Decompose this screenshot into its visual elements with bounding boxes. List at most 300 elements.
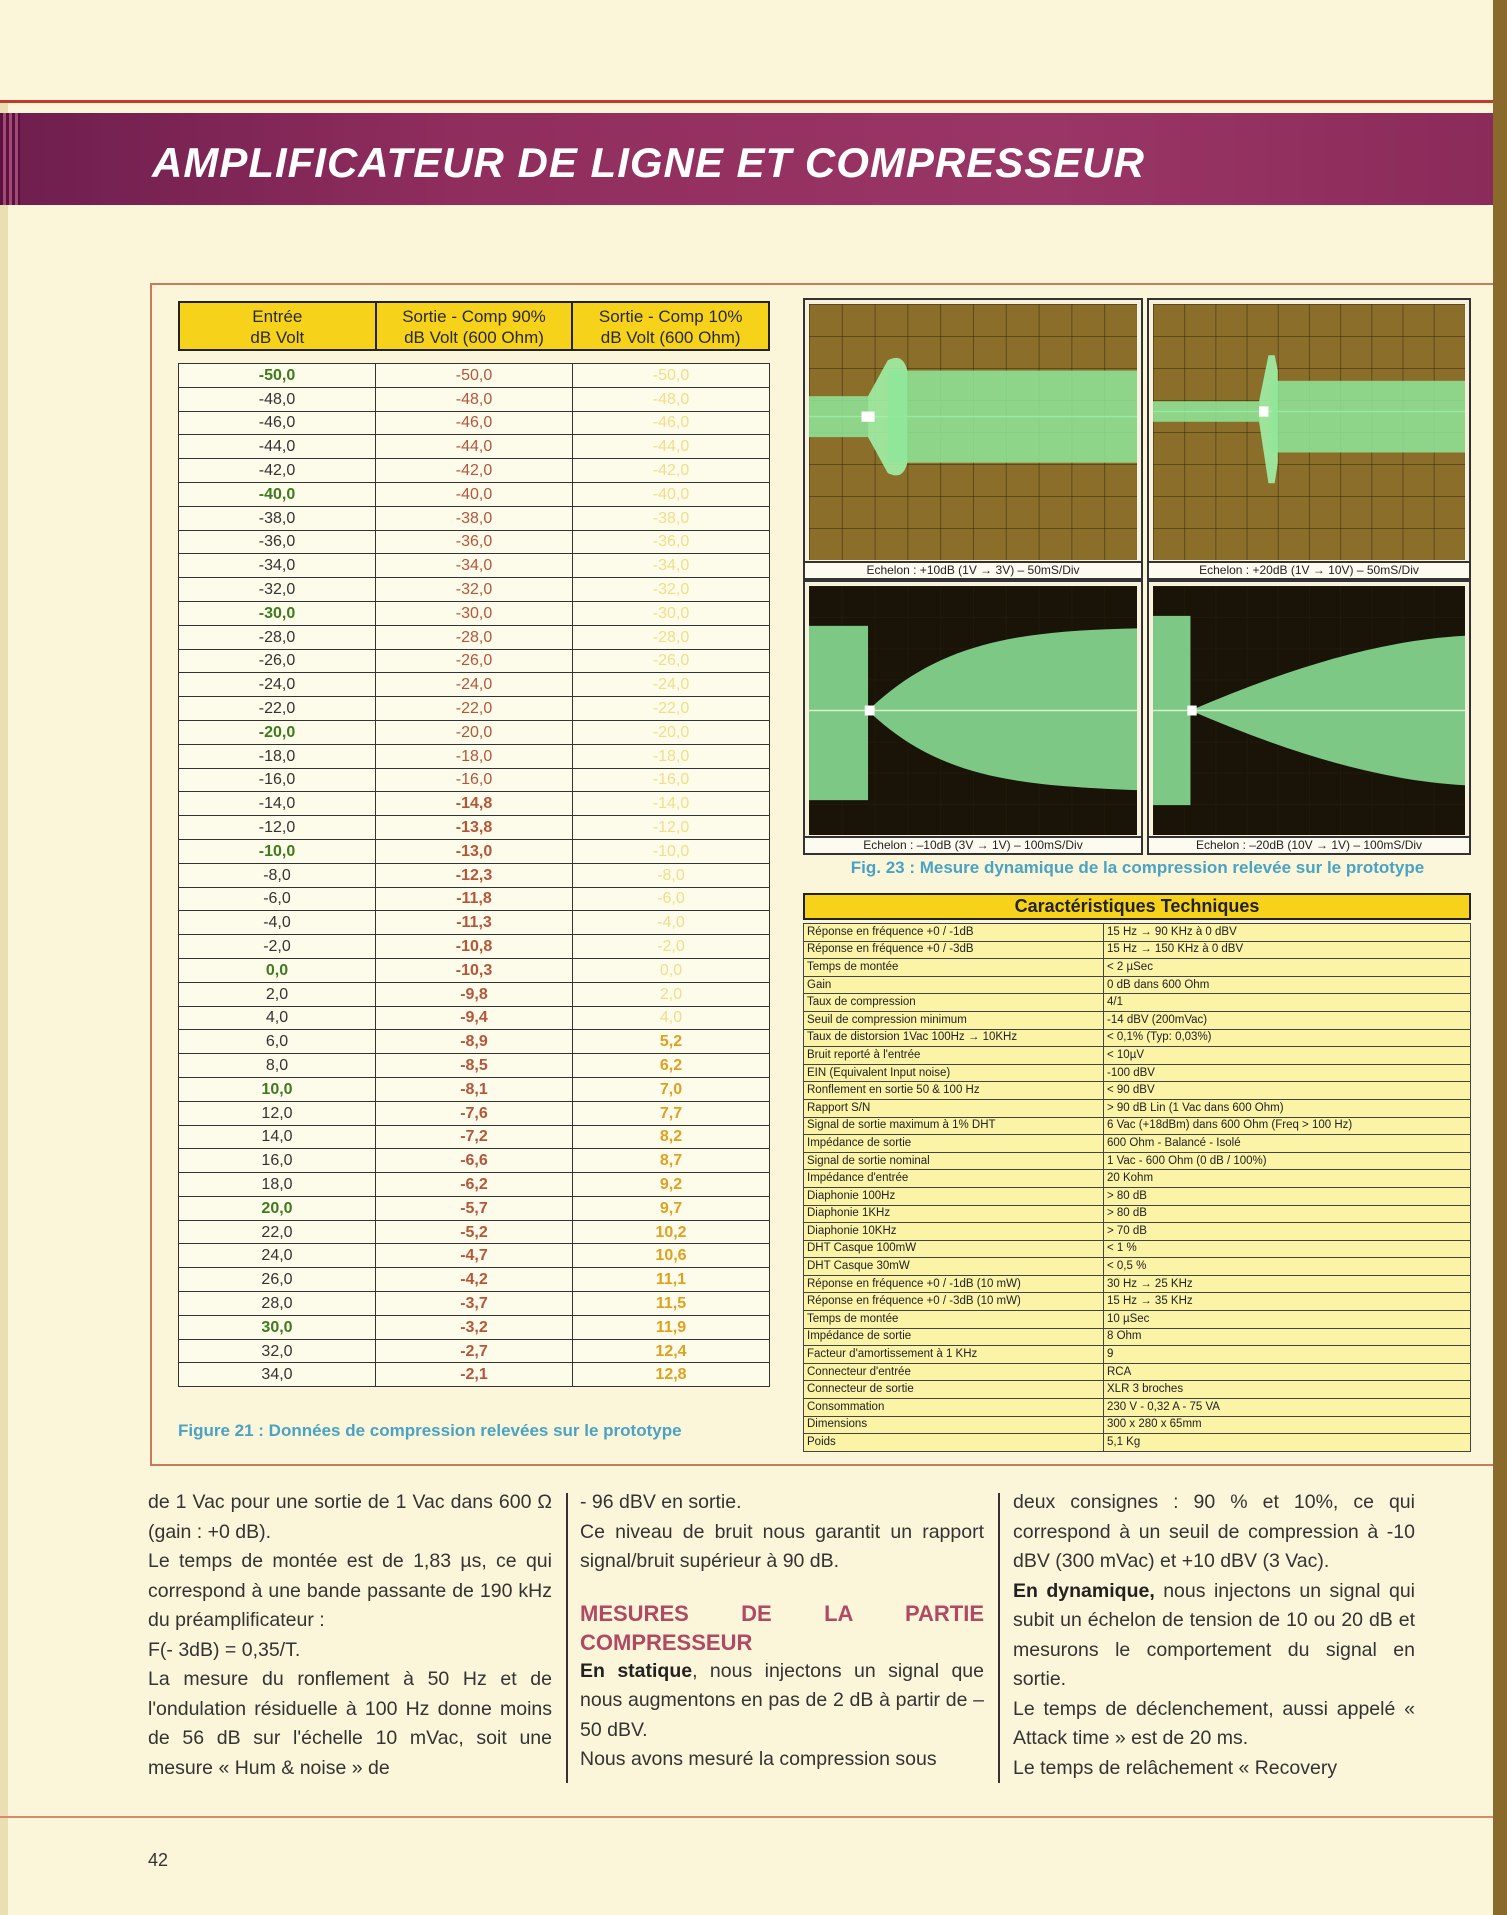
output-90-cell: -18,0	[376, 744, 573, 768]
scope-label: Echelon : +10dB (1V → 3V) – 50mS/Div	[805, 561, 1141, 578]
input-cell: 24,0	[179, 1244, 376, 1268]
output-90-cell: -28,0	[376, 625, 573, 649]
output-10-cell: -16,0	[573, 768, 770, 792]
spec-row	[804, 1240, 1471, 1258]
input-cell: -14,0	[179, 792, 376, 816]
paragraph: Nous avons mesuré la compression sous	[580, 1748, 937, 1770]
output-10-cell: 11,9	[573, 1315, 770, 1339]
spec-value: < 0,5 %	[1104, 1258, 1471, 1276]
inline-text: , nous injectons un signal que nous augmentons en pas de 2 dB à partir de – 50 dBV.	[580, 1659, 984, 1741]
table-row	[179, 982, 770, 1006]
spec-value: 0 dB dans 600 Ohm	[1104, 976, 1471, 994]
table-row	[179, 530, 770, 554]
specs-title: Caractéristiques Techniques	[803, 893, 1471, 920]
spec-row	[804, 1187, 1471, 1205]
scope-trace-up10	[809, 304, 1137, 560]
output-90-cell: -10,3	[376, 958, 573, 982]
input-cell: -4,0	[179, 911, 376, 935]
output-10-cell: 11,5	[573, 1292, 770, 1316]
header-output-10	[573, 303, 768, 349]
output-90-cell: -46,0	[376, 411, 573, 435]
input-cell: -20,0	[179, 720, 376, 744]
spec-value: 1 Vac - 600 Ohm (0 dB / 100%)	[1104, 1152, 1471, 1170]
spec-label: Réponse en fréquence +0 / -3dB (10 mW)	[804, 1293, 1104, 1311]
spec-value: 6 Vac (+18dBm) dans 600 Ohm (Freq > 100 Hz)	[1104, 1117, 1471, 1135]
input-cell: 10,0	[179, 1077, 376, 1101]
spec-value: 300 x 280 x 65mm	[1104, 1416, 1471, 1434]
paragraph: Le temps de déclenchement, aussi appelé « Attack time » est de 20 ms.	[1013, 1697, 1415, 1749]
output-10-cell: -26,0	[573, 649, 770, 673]
output-90-cell: -2,7	[376, 1339, 573, 1363]
input-cell: -30,0	[179, 601, 376, 625]
text-column-2	[580, 1488, 984, 1775]
header-rule	[0, 100, 1493, 103]
figure-21-caption: Figure 21 : Données de compression relevées sur le prototype	[178, 1421, 682, 1440]
spec-label: Consommation	[804, 1399, 1104, 1417]
spec-value: 4/1	[1104, 994, 1471, 1012]
input-cell: 30,0	[179, 1315, 376, 1339]
input-cell: -12,0	[179, 816, 376, 840]
output-10-cell: -8,0	[573, 863, 770, 887]
spec-value: 5,1 Kg	[1104, 1434, 1471, 1452]
table-row	[179, 649, 770, 673]
inline-label: En statique	[580, 1659, 693, 1682]
spec-row	[804, 1381, 1471, 1399]
spec-row	[804, 1099, 1471, 1117]
spec-label: Diaphonie 1KHz	[804, 1205, 1104, 1223]
spec-label: Impédance de sortie	[804, 1135, 1104, 1153]
spec-value: < 0,1% (Typ: 0,03%)	[1104, 1029, 1471, 1047]
text-column-3	[1013, 1488, 1415, 1783]
input-cell: -48,0	[179, 387, 376, 411]
table-row	[179, 744, 770, 768]
output-10-cell: 12,4	[573, 1339, 770, 1363]
paragraph: de 1 Vac pour une sortie de 1 Vac dans 600 Ω (gain : +0 dB).	[148, 1491, 552, 1543]
section-heading: MESURES DE LA PARTIE COMPRESSEUR	[580, 1600, 984, 1655]
spec-value: 30 Hz → 25 KHz	[1104, 1275, 1471, 1293]
spec-value: 20 Kohm	[1104, 1170, 1471, 1188]
header-input-line2: dB Volt	[250, 328, 305, 347]
table-row	[179, 1149, 770, 1173]
output-90-cell: -9,8	[376, 982, 573, 1006]
table-row	[179, 816, 770, 840]
output-90-cell: -22,0	[376, 697, 573, 721]
output-90-cell: -6,2	[376, 1173, 573, 1197]
spec-row	[804, 1399, 1471, 1417]
output-90-cell: -9,4	[376, 1006, 573, 1030]
table-row	[179, 839, 770, 863]
paragraph: Ce niveau de bruit nous garantit un rapport signal/bruit supérieur à 90 dB.	[580, 1520, 984, 1572]
table-row	[179, 578, 770, 602]
input-cell: 18,0	[179, 1173, 376, 1197]
paragraph: deux consignes : 90 % et 10%, ce qui correspond à un seuil de compression à -10 dBV (300 mVac) et +10 dBV (3 Vac).	[1013, 1491, 1415, 1572]
text-column-1	[148, 1488, 552, 1783]
table-row	[179, 673, 770, 697]
table-row	[179, 554, 770, 578]
compression-table-header	[178, 301, 770, 351]
spec-row	[804, 1047, 1471, 1065]
spec-value: -14 dBV (200mVac)	[1104, 1011, 1471, 1029]
output-10-cell: 9,2	[573, 1173, 770, 1197]
paragraph: Le temps de montée est de 1,83 µs, ce qui correspond à une bande passante de 190 kHz du préamplificateur :	[148, 1550, 552, 1631]
spec-value: < 2 µSec	[1104, 959, 1471, 977]
output-10-cell: -12,0	[573, 816, 770, 840]
header-input-line1: Entrée	[252, 307, 303, 326]
output-10-cell: -14,0	[573, 792, 770, 816]
table-row	[179, 387, 770, 411]
paragraph: Le temps de relâchement « Recovery	[1013, 1756, 1338, 1779]
spec-value: 230 V - 0,32 A - 75 VA	[1104, 1399, 1471, 1417]
table-row	[179, 506, 770, 530]
output-10-cell: -30,0	[573, 601, 770, 625]
spec-row	[804, 1275, 1471, 1293]
spec-label: Signal de sortie nominal	[804, 1152, 1104, 1170]
spec-label: Signal de sortie maximum à 1% DHT	[804, 1117, 1104, 1135]
input-cell: -42,0	[179, 459, 376, 483]
spec-value: 15 Hz → 35 KHz	[1104, 1293, 1471, 1311]
input-cell: 14,0	[179, 1125, 376, 1149]
spec-label: Ronflement en sortie 50 & 100 Hz	[804, 1082, 1104, 1100]
output-10-cell: 5,2	[573, 1030, 770, 1054]
table-row	[179, 1196, 770, 1220]
spec-label: Connecteur d'entrée	[804, 1363, 1104, 1381]
input-cell: 6,0	[179, 1030, 376, 1054]
scope-label: Echelon : –20dB (10V → 1V) – 100mS/Div	[1149, 836, 1469, 853]
table-row	[179, 1101, 770, 1125]
spec-label: Dimensions	[804, 1416, 1104, 1434]
input-cell: -16,0	[179, 768, 376, 792]
table-row	[179, 792, 770, 816]
scope-label: Echelon : +20dB (1V → 10V) – 50mS/Div	[1149, 561, 1469, 578]
output-90-cell: -11,3	[376, 911, 573, 935]
spec-value: RCA	[1104, 1363, 1471, 1381]
input-cell: -38,0	[179, 506, 376, 530]
spec-value: 15 Hz → 150 KHz à 0 dBV	[1104, 941, 1471, 959]
spec-value: -100 dBV	[1104, 1064, 1471, 1082]
input-cell: -10,0	[179, 839, 376, 863]
spec-label: Connecteur de sortie	[804, 1381, 1104, 1399]
spec-row	[804, 976, 1471, 994]
spec-row	[804, 1170, 1471, 1188]
output-90-cell: -8,1	[376, 1077, 573, 1101]
header-banner	[0, 113, 1493, 205]
output-10-cell: -4,0	[573, 911, 770, 935]
spec-value: 8 Ohm	[1104, 1328, 1471, 1346]
spec-label: DHT Casque 100mW	[804, 1240, 1104, 1258]
input-cell: -40,0	[179, 482, 376, 506]
output-10-cell: -28,0	[573, 625, 770, 649]
spec-value: > 80 dB	[1104, 1205, 1471, 1223]
input-cell: -32,0	[179, 578, 376, 602]
input-cell: -44,0	[179, 435, 376, 459]
table-row	[179, 1030, 770, 1054]
output-90-cell: -38,0	[376, 506, 573, 530]
table-row	[179, 720, 770, 744]
spec-label: Temps de montée	[804, 959, 1104, 977]
table-row	[179, 1125, 770, 1149]
spec-label: Rapport S/N	[804, 1099, 1104, 1117]
output-90-cell: -8,5	[376, 1054, 573, 1078]
input-cell: 20,0	[179, 1196, 376, 1220]
spec-label: Diaphonie 10KHz	[804, 1223, 1104, 1241]
spec-label: Temps de montée	[804, 1311, 1104, 1329]
output-90-cell: -3,7	[376, 1292, 573, 1316]
paragraph	[580, 1657, 984, 1746]
output-10-cell: 4,0	[573, 1006, 770, 1030]
output-10-cell: -40,0	[573, 482, 770, 506]
page-left-edge	[0, 100, 8, 1915]
output-10-cell: 6,2	[573, 1054, 770, 1078]
table-row	[179, 482, 770, 506]
output-90-cell: -12,3	[376, 863, 573, 887]
spec-value: > 90 dB Lin (1 Vac dans 600 Ohm)	[1104, 1099, 1471, 1117]
input-cell: 4,0	[179, 1006, 376, 1030]
scope-panel	[1147, 298, 1471, 580]
spec-value: < 90 dBV	[1104, 1082, 1471, 1100]
table-row	[179, 459, 770, 483]
table-row	[179, 1173, 770, 1197]
table-row	[179, 1363, 770, 1387]
spec-row	[804, 1328, 1471, 1346]
header-output-90-line1: Sortie - Comp 90%	[402, 307, 546, 326]
input-cell: -36,0	[179, 530, 376, 554]
spec-value: 15 Hz → 90 KHz à 0 dBV	[1104, 924, 1471, 942]
spec-value: > 80 dB	[1104, 1187, 1471, 1205]
output-10-cell: -20,0	[573, 720, 770, 744]
output-10-cell: 11,1	[573, 1268, 770, 1292]
output-10-cell: 12,8	[573, 1363, 770, 1387]
output-90-cell: -34,0	[376, 554, 573, 578]
spec-row	[804, 1223, 1471, 1241]
specs-table	[803, 923, 1471, 1452]
input-cell: 26,0	[179, 1268, 376, 1292]
paragraph: F(- 3dB) = 0,35/T.	[148, 1638, 301, 1661]
page-right-edge	[1493, 0, 1507, 1915]
input-cell: 2,0	[179, 982, 376, 1006]
table-row	[179, 435, 770, 459]
input-cell: -22,0	[179, 697, 376, 721]
input-cell: 8,0	[179, 1054, 376, 1078]
output-90-cell: -8,9	[376, 1030, 573, 1054]
table-row	[179, 1077, 770, 1101]
output-90-cell: -32,0	[376, 578, 573, 602]
spec-label: Réponse en fréquence +0 / -1dB (10 mW)	[804, 1275, 1104, 1293]
output-10-cell: 8,2	[573, 1125, 770, 1149]
spec-row	[804, 1205, 1471, 1223]
output-90-cell: -14,8	[376, 792, 573, 816]
output-90-cell: -13,0	[376, 839, 573, 863]
spec-row	[804, 1011, 1471, 1029]
input-cell: 22,0	[179, 1220, 376, 1244]
spec-label: Bruit reporté à l'entrée	[804, 1047, 1104, 1065]
table-row	[179, 1339, 770, 1363]
output-90-cell: -44,0	[376, 435, 573, 459]
output-10-cell: -10,0	[573, 839, 770, 863]
output-90-cell: -26,0	[376, 649, 573, 673]
input-cell: -6,0	[179, 887, 376, 911]
output-90-cell: -7,2	[376, 1125, 573, 1149]
scope-trace-down20	[1153, 586, 1465, 835]
spec-row	[804, 941, 1471, 959]
output-90-cell: -40,0	[376, 482, 573, 506]
output-90-cell: -36,0	[376, 530, 573, 554]
output-90-cell: -30,0	[376, 601, 573, 625]
output-90-cell: -4,7	[376, 1244, 573, 1268]
spec-row	[804, 1416, 1471, 1434]
spec-label: Facteur d'amortissement à 1 KHz	[804, 1346, 1104, 1364]
table-row	[179, 1315, 770, 1339]
spec-label: Impédance d'entrée	[804, 1170, 1104, 1188]
output-10-cell: 2,0	[573, 982, 770, 1006]
header-output-10-line1: Sortie - Comp 10%	[598, 307, 743, 326]
input-cell: -2,0	[179, 935, 376, 959]
spec-row	[804, 1346, 1471, 1364]
output-90-cell: -50,0	[376, 364, 573, 388]
scope-panel	[1147, 580, 1471, 855]
scope-label: Echelon : –10dB (3V → 1V) – 100mS/Div	[805, 836, 1141, 853]
scope-trace-up20	[1153, 304, 1465, 560]
scope-trace-down10	[809, 586, 1137, 835]
output-90-cell: -48,0	[376, 387, 573, 411]
input-cell: -50,0	[179, 364, 376, 388]
spec-row	[804, 994, 1471, 1012]
spec-label: EIN (Equivalent Input noise)	[804, 1064, 1104, 1082]
output-90-cell: -5,7	[376, 1196, 573, 1220]
paragraph	[1013, 1577, 1415, 1695]
spec-label: Taux de distorsion 1Vac 100Hz → 10KHz	[804, 1029, 1104, 1047]
table-row	[179, 768, 770, 792]
scope-display	[1153, 304, 1465, 560]
table-row	[179, 1244, 770, 1268]
spec-row	[804, 1135, 1471, 1153]
output-90-cell: -11,8	[376, 887, 573, 911]
input-cell: 32,0	[179, 1339, 376, 1363]
table-row	[179, 1220, 770, 1244]
page-number: 42	[148, 1850, 169, 1870]
output-90-cell: -3,2	[376, 1315, 573, 1339]
output-10-cell: -42,0	[573, 459, 770, 483]
spec-label: Taux de compression	[804, 994, 1104, 1012]
input-cell: 0,0	[179, 958, 376, 982]
output-10-cell: -34,0	[573, 554, 770, 578]
spec-row	[804, 924, 1471, 942]
spec-row	[804, 1117, 1471, 1135]
column-divider	[566, 1493, 568, 1783]
output-10-cell: -48,0	[573, 387, 770, 411]
table-row	[179, 958, 770, 982]
spec-row	[804, 1258, 1471, 1276]
table-row	[179, 911, 770, 935]
output-10-cell: -44,0	[573, 435, 770, 459]
output-90-cell: -20,0	[376, 720, 573, 744]
header-output-90-line2: dB Volt (600 Ohm)	[404, 328, 544, 347]
table-row	[179, 863, 770, 887]
spec-row	[804, 1434, 1471, 1452]
output-10-cell: 0,0	[573, 958, 770, 982]
spec-label: Gain	[804, 976, 1104, 994]
output-10-cell: -50,0	[573, 364, 770, 388]
footer-rule	[0, 1816, 1493, 1818]
output-90-cell: -2,1	[376, 1363, 573, 1387]
table-row	[179, 697, 770, 721]
inline-text: nous injectons un signal qui subit un échelon de tension de 10 ou 20 dB et mesurons le comportement du signal en sortie.	[1013, 1579, 1415, 1690]
scope-display	[809, 586, 1137, 835]
spec-row	[804, 1029, 1471, 1047]
spec-row	[804, 1363, 1471, 1381]
spec-value: XLR 3 broches	[1104, 1381, 1471, 1399]
column-divider	[998, 1493, 1000, 1783]
scope-display	[809, 304, 1137, 560]
table-row	[179, 625, 770, 649]
output-90-cell: -13,8	[376, 816, 573, 840]
spec-row	[804, 1082, 1471, 1100]
input-cell: -18,0	[179, 744, 376, 768]
output-90-cell: -4,2	[376, 1268, 573, 1292]
header-stripes	[0, 113, 20, 205]
figure-23-caption: Fig. 23 : Mesure dynamique de la compression relevée sur le prototype	[850, 858, 1425, 877]
table-row	[179, 1006, 770, 1030]
input-cell: 12,0	[179, 1101, 376, 1125]
input-cell: 28,0	[179, 1292, 376, 1316]
output-10-cell: 7,0	[573, 1077, 770, 1101]
spec-value: 10 µSec	[1104, 1311, 1471, 1329]
input-cell: -8,0	[179, 863, 376, 887]
table-row	[179, 1054, 770, 1078]
input-cell: -26,0	[179, 649, 376, 673]
output-10-cell: -36,0	[573, 530, 770, 554]
spec-row	[804, 959, 1471, 977]
output-10-cell: 8,7	[573, 1149, 770, 1173]
output-10-cell: -38,0	[573, 506, 770, 530]
table-row	[179, 411, 770, 435]
scope-panel	[803, 298, 1143, 580]
output-10-cell: 9,7	[573, 1196, 770, 1220]
spec-label: Impédance de sortie	[804, 1328, 1104, 1346]
table-row	[179, 1292, 770, 1316]
input-cell: -24,0	[179, 673, 376, 697]
output-90-cell: -10,8	[376, 935, 573, 959]
output-90-cell: -7,6	[376, 1101, 573, 1125]
spec-label: DHT Casque 30mW	[804, 1258, 1104, 1276]
input-cell: -46,0	[179, 411, 376, 435]
output-10-cell: -18,0	[573, 744, 770, 768]
output-90-cell: -5,2	[376, 1220, 573, 1244]
page-title: AMPLIFICATEUR DE LIGNE ET COMPRESSEUR	[152, 139, 1145, 186]
output-10-cell: -22,0	[573, 697, 770, 721]
output-90-cell: -42,0	[376, 459, 573, 483]
compression-table	[178, 363, 770, 1387]
table-row	[179, 935, 770, 959]
spec-value: 600 Ohm - Balancé - Isolé	[1104, 1135, 1471, 1153]
header-output-90	[377, 303, 574, 349]
spec-value: 9	[1104, 1346, 1471, 1364]
spec-row	[804, 1152, 1471, 1170]
spec-value: < 1 %	[1104, 1240, 1471, 1258]
input-cell: 34,0	[179, 1363, 376, 1387]
table-row	[179, 1268, 770, 1292]
output-10-cell: 10,2	[573, 1220, 770, 1244]
output-10-cell: -46,0	[573, 411, 770, 435]
input-cell: 16,0	[179, 1149, 376, 1173]
output-90-cell: -16,0	[376, 768, 573, 792]
spec-value: > 70 dB	[1104, 1223, 1471, 1241]
scope-panel	[803, 580, 1143, 855]
output-10-cell: -32,0	[573, 578, 770, 602]
spec-row	[804, 1293, 1471, 1311]
inline-label: En dynamique,	[1013, 1579, 1155, 1602]
spec-label: Diaphonie 100Hz	[804, 1187, 1104, 1205]
output-90-cell: -6,6	[376, 1149, 573, 1173]
